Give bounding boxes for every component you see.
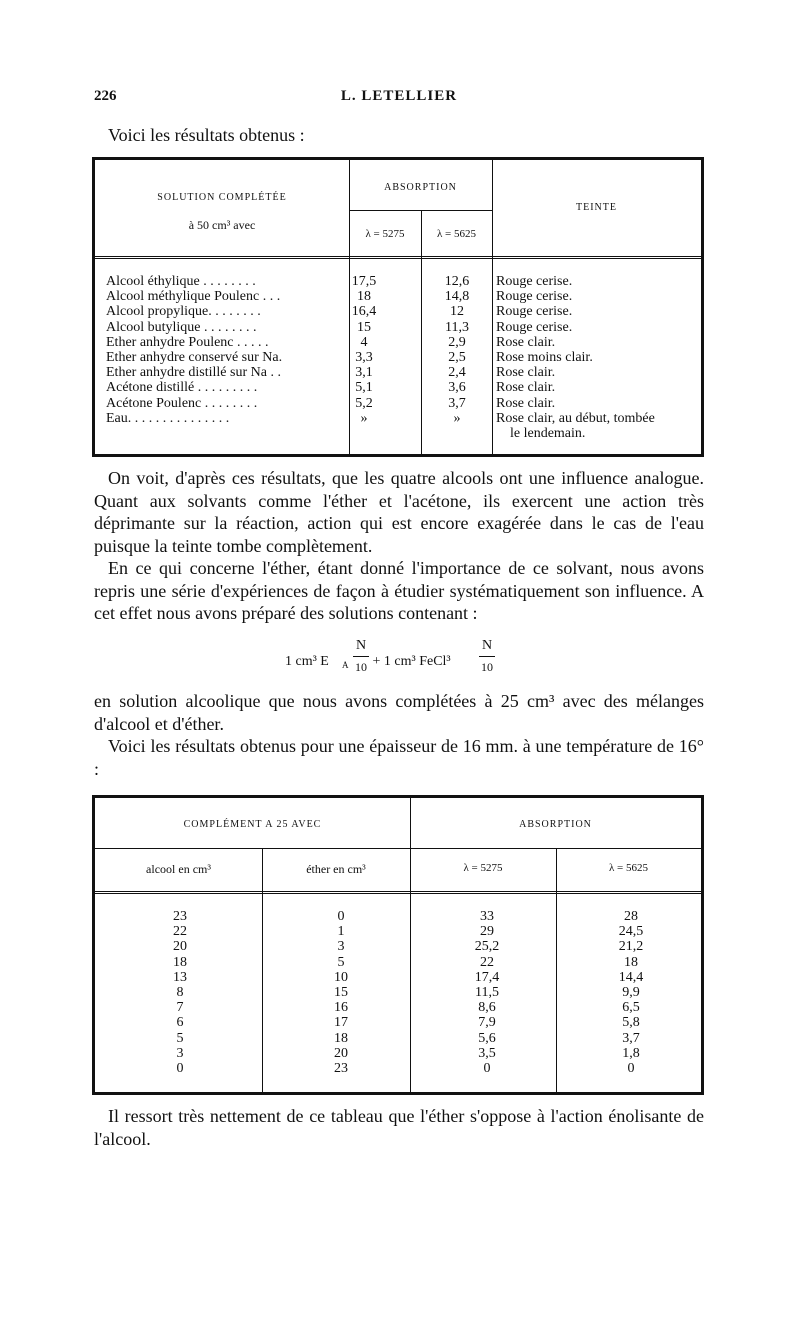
table-row: Alcool éthylique . . . . . . . . (106, 274, 256, 289)
cell-value: 13 (173, 969, 187, 985)
table2-header-lambda1: λ = 5275 (463, 862, 503, 874)
cell-value: 18 (173, 954, 187, 970)
cell-value: Rouge cerise. (496, 319, 573, 335)
table-row: Alcool méthylique Poulenc . . . (106, 289, 281, 305)
cell-value: 0 (483, 1061, 491, 1077)
cell-value: 3 (176, 1045, 184, 1061)
cell-value: Rose clair. (496, 395, 556, 411)
formula-numerator: N (481, 638, 493, 653)
cell-value: Rouge cerise. (496, 289, 573, 305)
formula-text: + 1 cm³ FeCl³ (369, 654, 455, 669)
table1-col-a2 (437, 274, 477, 426)
paragraph: en solution alcoolique que nous avons complétées à 25 cm³ avec des mélanges d'alcool et d'éther. (94, 691, 704, 734)
cell-value: Rose moins clair. (496, 350, 593, 366)
cell-value: 3,3 (355, 350, 373, 366)
table2-subheader-rule (95, 848, 701, 849)
table-row: Ether anhydre distillé sur Na . . (106, 365, 281, 381)
formula (285, 638, 545, 680)
intro-line (94, 124, 704, 147)
table-row: Alcool propylique. . . . . . . . (106, 304, 261, 320)
table-row: Acétone Poulenc . . . . . . . . (106, 395, 258, 411)
cell-value: » (453, 410, 461, 426)
cell-value: 2,5 (448, 350, 466, 366)
cell-value: 28 (624, 909, 638, 924)
cell-value: 5 (337, 954, 345, 970)
cell-value: 3 (337, 939, 345, 955)
body-paragraphs-3 (94, 1105, 704, 1150)
cell-value: Rouge cerise. (496, 304, 573, 320)
cell-value: 9,9 (622, 985, 640, 1001)
body-paragraphs-1 (94, 467, 704, 625)
cell-value: 17 (334, 1015, 348, 1031)
cell-value: Rose clair. (496, 365, 556, 381)
cell-value: 7 (176, 1000, 184, 1016)
cell-value: 5 (176, 1030, 184, 1046)
table1-header-solution: SOLUTION COMPLÉTÉE (157, 192, 287, 203)
table2-header-absorption: ABSORPTION (519, 819, 592, 830)
cell-value: Rose clair, au début, tombée (496, 410, 655, 426)
cell-value: 12 (450, 304, 464, 320)
paragraph: On voit, d'après ces résultats, que les quatre alcools ont une influence analogue. Quant aux solvants comme l'éther et l'acétone, ils exercent une action très déprimante sur la réaction, action qui est encore exagérée dans le cas de l'eau puisque la teinte tombe complètement. (94, 468, 704, 556)
table2-col-alcool (160, 909, 200, 1076)
formula-numerator: N (355, 638, 367, 653)
cell-value: 15 (357, 319, 371, 335)
cell-value: 29 (480, 924, 494, 940)
formula-denominator: 10 (481, 660, 493, 674)
cell-value: 5,8 (622, 1015, 640, 1031)
formula-text: 1 cm³ E (285, 654, 329, 669)
table2-col-ether (321, 909, 361, 1076)
cell-value: 17,5 (351, 274, 377, 289)
cell-value: 5,1 (355, 380, 373, 396)
running-author: L. LETELLIER (340, 88, 458, 104)
table-row: Ether anhydre conservé sur Na. (106, 350, 283, 366)
table1-col-solution (106, 274, 348, 426)
cell-value: 11,3 (445, 319, 469, 335)
cell-value: 1,8 (622, 1045, 640, 1061)
body-paragraphs-2 (94, 690, 704, 780)
cell-value: 14,4 (618, 969, 644, 985)
paragraph: Il ressort très nettement de ce tableau que l'éther s'oppose à l'action énolisante de l'alcool. (94, 1106, 704, 1149)
table2-header-alcool: alcool en cm³ (146, 862, 211, 876)
formula-subscript: A (342, 660, 349, 670)
cell-value: 16,4 (351, 304, 377, 320)
cell-value: 23 (334, 1061, 348, 1077)
cell-value: Rose clair. (496, 380, 556, 396)
table2-col-divider (262, 848, 263, 1092)
cell-value: 0 (627, 1061, 635, 1077)
cell-value: 1 (337, 924, 345, 940)
cell-value: 11,5 (475, 985, 499, 1001)
table2-col-a2 (606, 909, 656, 1076)
table1-col-a1 (349, 274, 379, 426)
cell-value: 20 (334, 1045, 348, 1061)
cell-value: 3,7 (448, 395, 466, 411)
table1-col-divider (421, 210, 422, 454)
table2-header-lambda2: λ = 5625 (608, 862, 649, 874)
formula-denominator: 10 (355, 660, 367, 674)
cell-value: 3,7 (622, 1030, 640, 1046)
cell-value: 15 (334, 985, 348, 1001)
cell-value: 2,9 (448, 334, 466, 350)
cell-value: Rouge cerise. (496, 274, 573, 289)
cell-value: 0 (337, 909, 345, 924)
cell-value: 3,6 (448, 380, 466, 396)
cell-value: 10 (334, 969, 348, 985)
table-row: Alcool butylique . . . . . . . . (106, 319, 257, 335)
cell-value: » (360, 410, 368, 426)
paragraph: Voici les résultats obtenus pour une épaisseur de 16 mm. à une température de 16° : (94, 736, 704, 779)
table2-header-rule (95, 891, 701, 894)
cell-value: 5,2 (355, 395, 373, 411)
cell-value: 8,6 (478, 1000, 496, 1016)
table2-col-divider (556, 848, 557, 1092)
table2-col-a1 (462, 909, 512, 1076)
table-row: Eau. . . . . . . . . . . . . . . (106, 410, 230, 426)
cell-value: 18 (357, 289, 371, 305)
table1-header-rule (95, 256, 701, 259)
page-number: 226 (94, 88, 117, 104)
cell-value: 17,4 (474, 969, 500, 985)
cell-value: 5,6 (478, 1030, 496, 1046)
cell-value: le lendemain. (510, 426, 586, 442)
table1-subheader-rule (349, 210, 492, 211)
table-row: Acétone distillé . . . . . . . . . (106, 380, 258, 396)
table2-header-complement: COMPLÉMENT A 25 AVEC (183, 819, 322, 830)
cell-value: 25,2 (474, 939, 500, 955)
cell-value: Rose clair. (496, 334, 556, 350)
cell-value: 2,4 (448, 365, 466, 381)
table1-header-lambda1: λ = 5275 (365, 228, 405, 240)
cell-value: 24,5 (618, 924, 644, 940)
table-row: Ether anhydre Poulenc . . . . . (106, 334, 269, 350)
cell-value: 0 (176, 1061, 184, 1077)
cell-value: 16 (334, 1000, 348, 1016)
cell-value: 8 (176, 985, 184, 1001)
cell-value: 4 (360, 334, 368, 350)
cell-value: 23 (173, 909, 187, 924)
table2-header-ether: éther en cm³ (306, 862, 366, 876)
cell-value: 18 (334, 1030, 348, 1046)
cell-value: 3,5 (478, 1045, 496, 1061)
cell-value: 6 (176, 1015, 184, 1031)
table1-header-solution-sub: à 50 cm³ avec (188, 218, 256, 232)
table1-header-lambda2: λ = 5625 (436, 228, 477, 240)
cell-value: 14,8 (444, 289, 470, 305)
running-header (94, 88, 704, 112)
cell-value: 20 (173, 939, 187, 955)
table1-header-teinte: TEINTE (576, 202, 617, 213)
table2-col-divider (410, 798, 411, 1092)
intro-text: Voici les résultats obtenus : (108, 125, 305, 145)
cell-value: 21,2 (618, 939, 644, 955)
cell-value: 7,9 (478, 1015, 496, 1031)
cell-value: 3,1 (355, 365, 373, 381)
table1-header-absorption: ABSORPTION (384, 182, 457, 193)
cell-value: 22 (173, 924, 187, 940)
cell-value: 18 (624, 954, 638, 970)
cell-value: 12,6 (444, 274, 470, 289)
cell-value: 22 (480, 954, 494, 970)
table1-col-teinte (496, 274, 700, 441)
paragraph: En ce qui concerne l'éther, étant donné l'importance de ce solvant, nous avons repris une série d'expériences de façon à étudier systématiquement son influence. A cet effet nous avons préparé des solutions contenant : (94, 558, 704, 623)
cell-value: 33 (480, 909, 494, 924)
cell-value: 6,5 (622, 1000, 640, 1016)
